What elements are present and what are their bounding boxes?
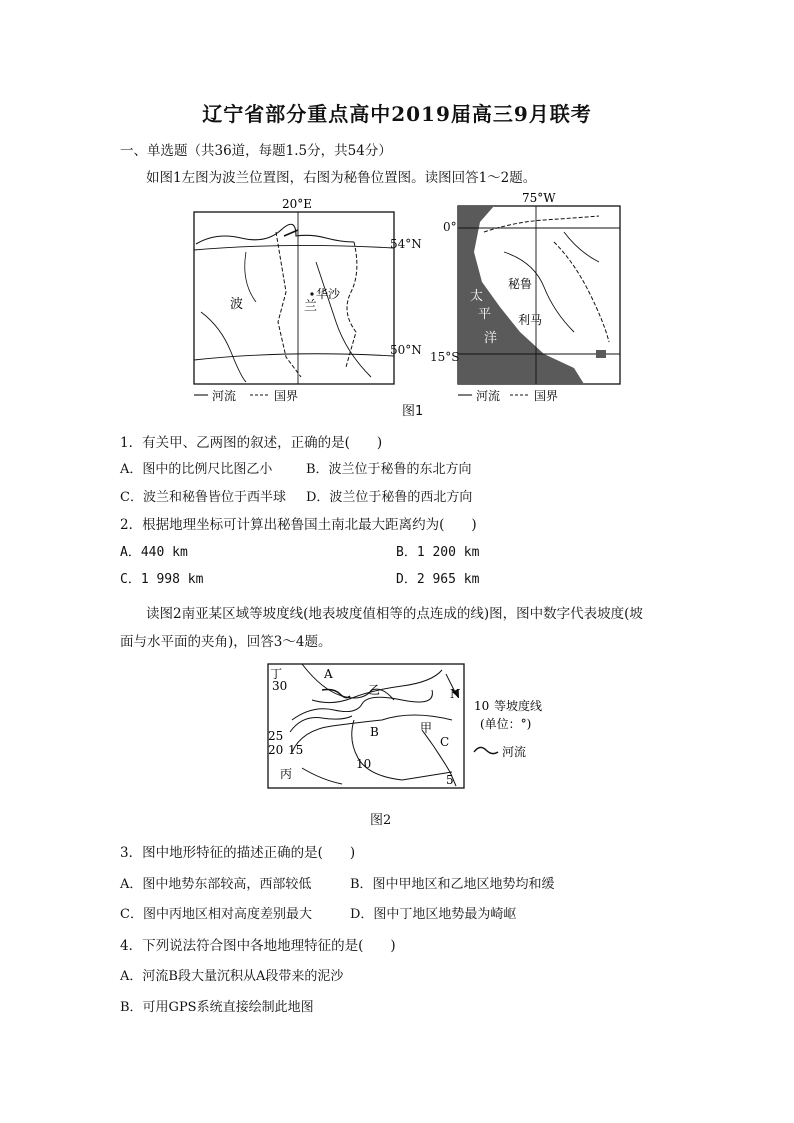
q3-option-b: B．图中甲地区和乙地区地势均和缓 bbox=[350, 877, 555, 892]
fig1-caption: 图1 bbox=[402, 404, 424, 419]
poland-lat-top: 54°N bbox=[390, 237, 422, 251]
peru-lat-bottom: 15°S bbox=[430, 350, 460, 364]
poland-lat-bottom: 50°N bbox=[390, 343, 422, 357]
poland-map bbox=[186, 192, 406, 414]
q3-stem: 3．图中地形特征的描述正确的是( ) bbox=[120, 845, 356, 861]
page-title: 辽宁省部分重点高中2019届高三9月联考 bbox=[202, 102, 592, 126]
poland-legend-border: 国界 bbox=[274, 389, 299, 403]
label-15: 15 bbox=[288, 743, 304, 757]
peru-label: 秘鲁 bbox=[508, 277, 533, 291]
q1-option-a: A．图中的比例尺比图乙小 bbox=[120, 462, 273, 477]
warsaw-label: 华沙 bbox=[316, 287, 341, 301]
q1-option-c: C．波兰和秘鲁皆位于西半球 bbox=[120, 490, 286, 505]
ocean-label-3: 洋 bbox=[484, 331, 498, 346]
warsaw-dot bbox=[310, 292, 313, 295]
poland-label-b: 兰 bbox=[304, 299, 318, 314]
poland-label-a: 波 bbox=[230, 297, 244, 312]
intro-fig2-line1: 读图2南亚某区域等坡度线(地表坡度值相等的点连成的线)图，图中数字代表坡度(坡 bbox=[146, 606, 643, 622]
q2-option-a: A．440 km bbox=[120, 545, 188, 560]
label-a: A bbox=[324, 667, 333, 681]
q1-option-d: D．波兰位于秘鲁的西北方向 bbox=[306, 490, 473, 505]
label-bing: 丙 bbox=[280, 767, 293, 781]
q2-option-b: B．1 200 km bbox=[396, 545, 480, 560]
poland-lon-label: 20°E bbox=[282, 197, 313, 211]
q3-option-c: C．图中丙地区相对高度差别最大 bbox=[120, 907, 312, 922]
ocean-label-1: 太 bbox=[470, 289, 484, 304]
label-yi: 乙 bbox=[368, 683, 381, 697]
section-heading: 一、单选题（共36道，每题1.5分，共54分） bbox=[120, 143, 392, 159]
q1-option-b: B．波兰位于秘鲁的东北方向 bbox=[306, 462, 472, 477]
q4-option-b: B．可用GPS系统直接绘制此地图 bbox=[120, 1000, 314, 1015]
fig2-caption: 图2 bbox=[370, 813, 392, 828]
peru-legend-border: 国界 bbox=[534, 389, 559, 403]
legend-river: 河流 bbox=[502, 745, 527, 759]
peru-lat-top: 0° bbox=[443, 220, 457, 234]
label-5: 5 bbox=[446, 773, 454, 787]
label-b: B bbox=[370, 725, 379, 739]
slope-map bbox=[262, 660, 574, 800]
q4-stem: 4．下列说法符合图中各地地理特征的是( ) bbox=[120, 938, 396, 954]
q2-option-d: D．2 965 km bbox=[396, 572, 480, 587]
label-c: C bbox=[440, 735, 450, 749]
q3-option-d: D．图中丁地区地势最为崎岖 bbox=[350, 907, 517, 922]
q2-stem: 2．根据地理坐标可计算出秘鲁国土南北最大距离约为( ) bbox=[120, 517, 477, 533]
poland-legend-river: 河流 bbox=[212, 389, 237, 403]
intro-fig1: 如图1左图为波兰位置图，右图为秘鲁位置图。读图回答1～2题。 bbox=[146, 170, 537, 186]
label-jia: 甲 bbox=[420, 721, 433, 735]
intro-fig2-line2: 面与水平面的夹角)，回答3～4题。 bbox=[120, 634, 332, 650]
q1-stem: 1．有关甲、乙两图的叙述，正确的是( ) bbox=[120, 435, 383, 451]
q3-option-a: A．图中地势东部较高，西部较低 bbox=[120, 877, 312, 892]
label-30: 30 bbox=[272, 679, 288, 693]
legend-unit: (单位：°) bbox=[480, 717, 532, 731]
north-label: N bbox=[450, 687, 461, 701]
legend-line-label: 等坡度线 bbox=[494, 699, 543, 713]
label-10: 10 bbox=[356, 757, 372, 771]
legend-line-number: 10 bbox=[474, 699, 490, 713]
label-20: 20 bbox=[268, 743, 284, 757]
label-25: 25 bbox=[268, 729, 284, 743]
q4-option-a: A．河流B段大量沉积从A段带来的泥沙 bbox=[120, 969, 344, 984]
q2-option-c: C．1 998 km bbox=[120, 572, 204, 587]
ocean-label-2: 平 bbox=[478, 307, 492, 322]
label-ding: 丁 bbox=[270, 667, 283, 681]
peru-lon-label: 75°W bbox=[522, 192, 556, 205]
lima-label: 利马 bbox=[518, 313, 543, 327]
peru-legend-river: 河流 bbox=[476, 389, 501, 403]
